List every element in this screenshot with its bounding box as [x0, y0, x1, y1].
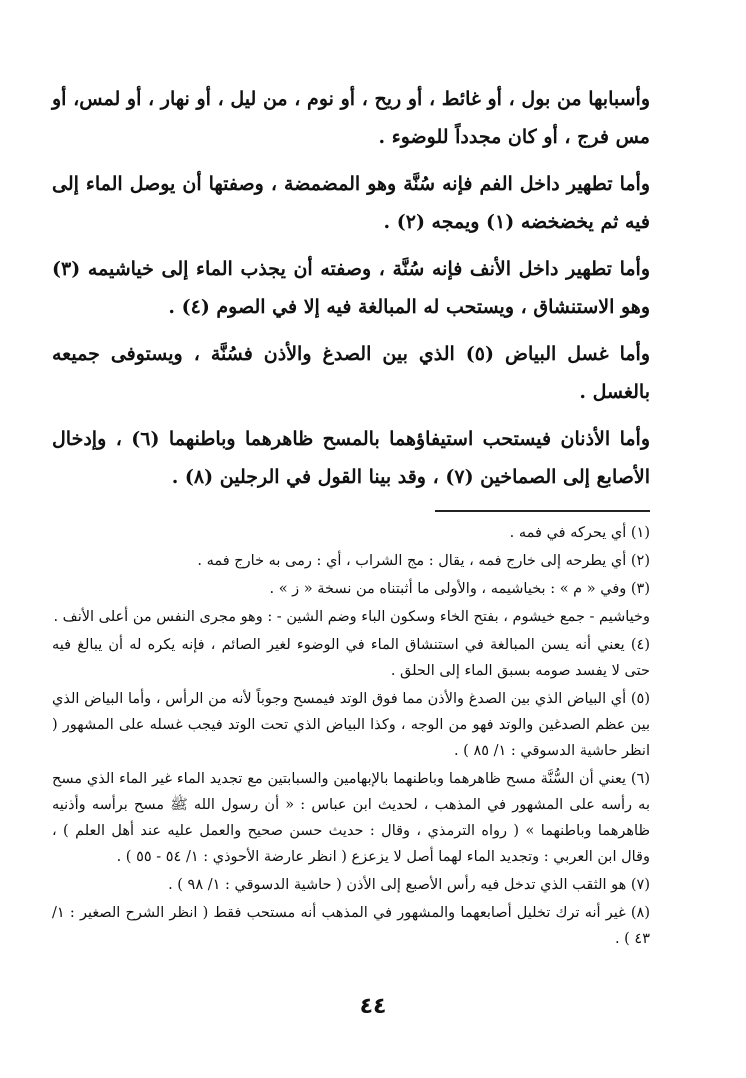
footnote-5: (٥) أي البياض الذي بين الصدغ والأذن مما فوق الوتد فيمسح وجوباً لأنه من الرأس ، وأما البياض الذي بين عظم الصدغين والوتد فهو من الوجه ، وكذا البياض الذي تحت الوتد فيجب غسله على المشهور ( انظر حاشية الدسوقي : ١/ ٨٥ ) . [52, 691, 650, 759]
footnote-3-continuation: وخياشيم - جمع خيشوم ، بفتح الخاء وسكون الباء وضم الشين - : وهو مجرى النفس من أعلى الأنف . [53, 609, 650, 625]
main-paragraph-2: وأما تطهير داخل الفم فإنه سُنَّة وهو المضمضة ، وصفتها أن يوصل الماء إلى فيه ثم يخضخضه (١) ويمجه (٢) . [52, 173, 650, 233]
footnote-6: (٦) يعني أن السُّنَّة مسح ظاهرهما وباطنهما بالإبهامين والسبابتين مع تجديد الماء غير الماء الذي مسح به رأسه على المشهور في المذهب ، لحديث ابن عباس : « أن رسول الله ﷺ مسح برأسه وأذنيه ظاهرهما وباطنهما » ( رواه الترمذي ، وقال : حديث حسن صحيح والعمل عليه عند أهل العلم ) ، وقال ابن العربي : وتجديد الماء لهما أصل لا يزعزع ( انظر عارضة الأحوذي : ١/ ٥٤ - ٥٥ ) . [52, 771, 650, 865]
footnote-separator [435, 510, 650, 512]
main-paragraph-5: وأما الأذنان فيستحب استيفاؤهما بالمسح ظاهرهما وباطنهما (٦) ، وإدخال الأصابع إلى الصماخين (٧) ، وقد بينا القول في الرجلين (٨) . [52, 428, 651, 488]
main-paragraph-1: وأسبابها من بول ، أو غائط ، أو ريح ، أو نوم ، من ليل ، أو نهار ، أو لمس، أو مس فرج ، أو كان مجدداً للوضوء . [52, 88, 650, 148]
main-paragraph-3: وأما تطهير داخل الأنف فإنه سُنَّة ، وصفته أن يجذب الماء إلى خياشيمه (٣) وهو الاستنشاق ، ويستحب له المبالغة فيه إلا في الصوم (٤) . [52, 258, 650, 318]
footnote-2: (٢) أي يطرحه إلى خارج فمه ، يقال : مج الشراب ، أي : رمى به خارج فمه . [197, 553, 650, 569]
page-body [52, 80, 650, 954]
footnote-7: (٧) هو الثقب الذي تدخل فيه رأس الأصبع إلى الأذن ( حاشية الدسوقي : ١/ ٩٨ ) . [168, 877, 650, 893]
footnote-3: (٣) وفي « م » : بخياشيمه ، والأولى ما أثبتناه من نسخة « ز » . [269, 581, 650, 597]
page-number: ٤٤ [359, 994, 387, 1019]
footnote-8: (٨) غير أنه ترك تخليل أصابعهما والمشهور في المذهب أنه مستحب فقط ( انظر الشرح الصغير : ١/ ٤٣ ) . [52, 905, 650, 947]
footnote-4: (٤) يعني أنه يسن المبالغة في استنشاق الماء في الوضوء لغير الصائم ، فإنه يكره له أن يبالغ فيه حتى لا يفسد صومه بسبق الماء إلى الحلق . [52, 637, 650, 679]
footnote-1: (١) أي يحركه في فمه . [509, 525, 650, 541]
main-paragraph-4: وأما غسل البياض (٥) الذي بين الصدغ والأذن فسُنَّة ، ويستوفى جميعه بالغسل . [52, 343, 650, 403]
